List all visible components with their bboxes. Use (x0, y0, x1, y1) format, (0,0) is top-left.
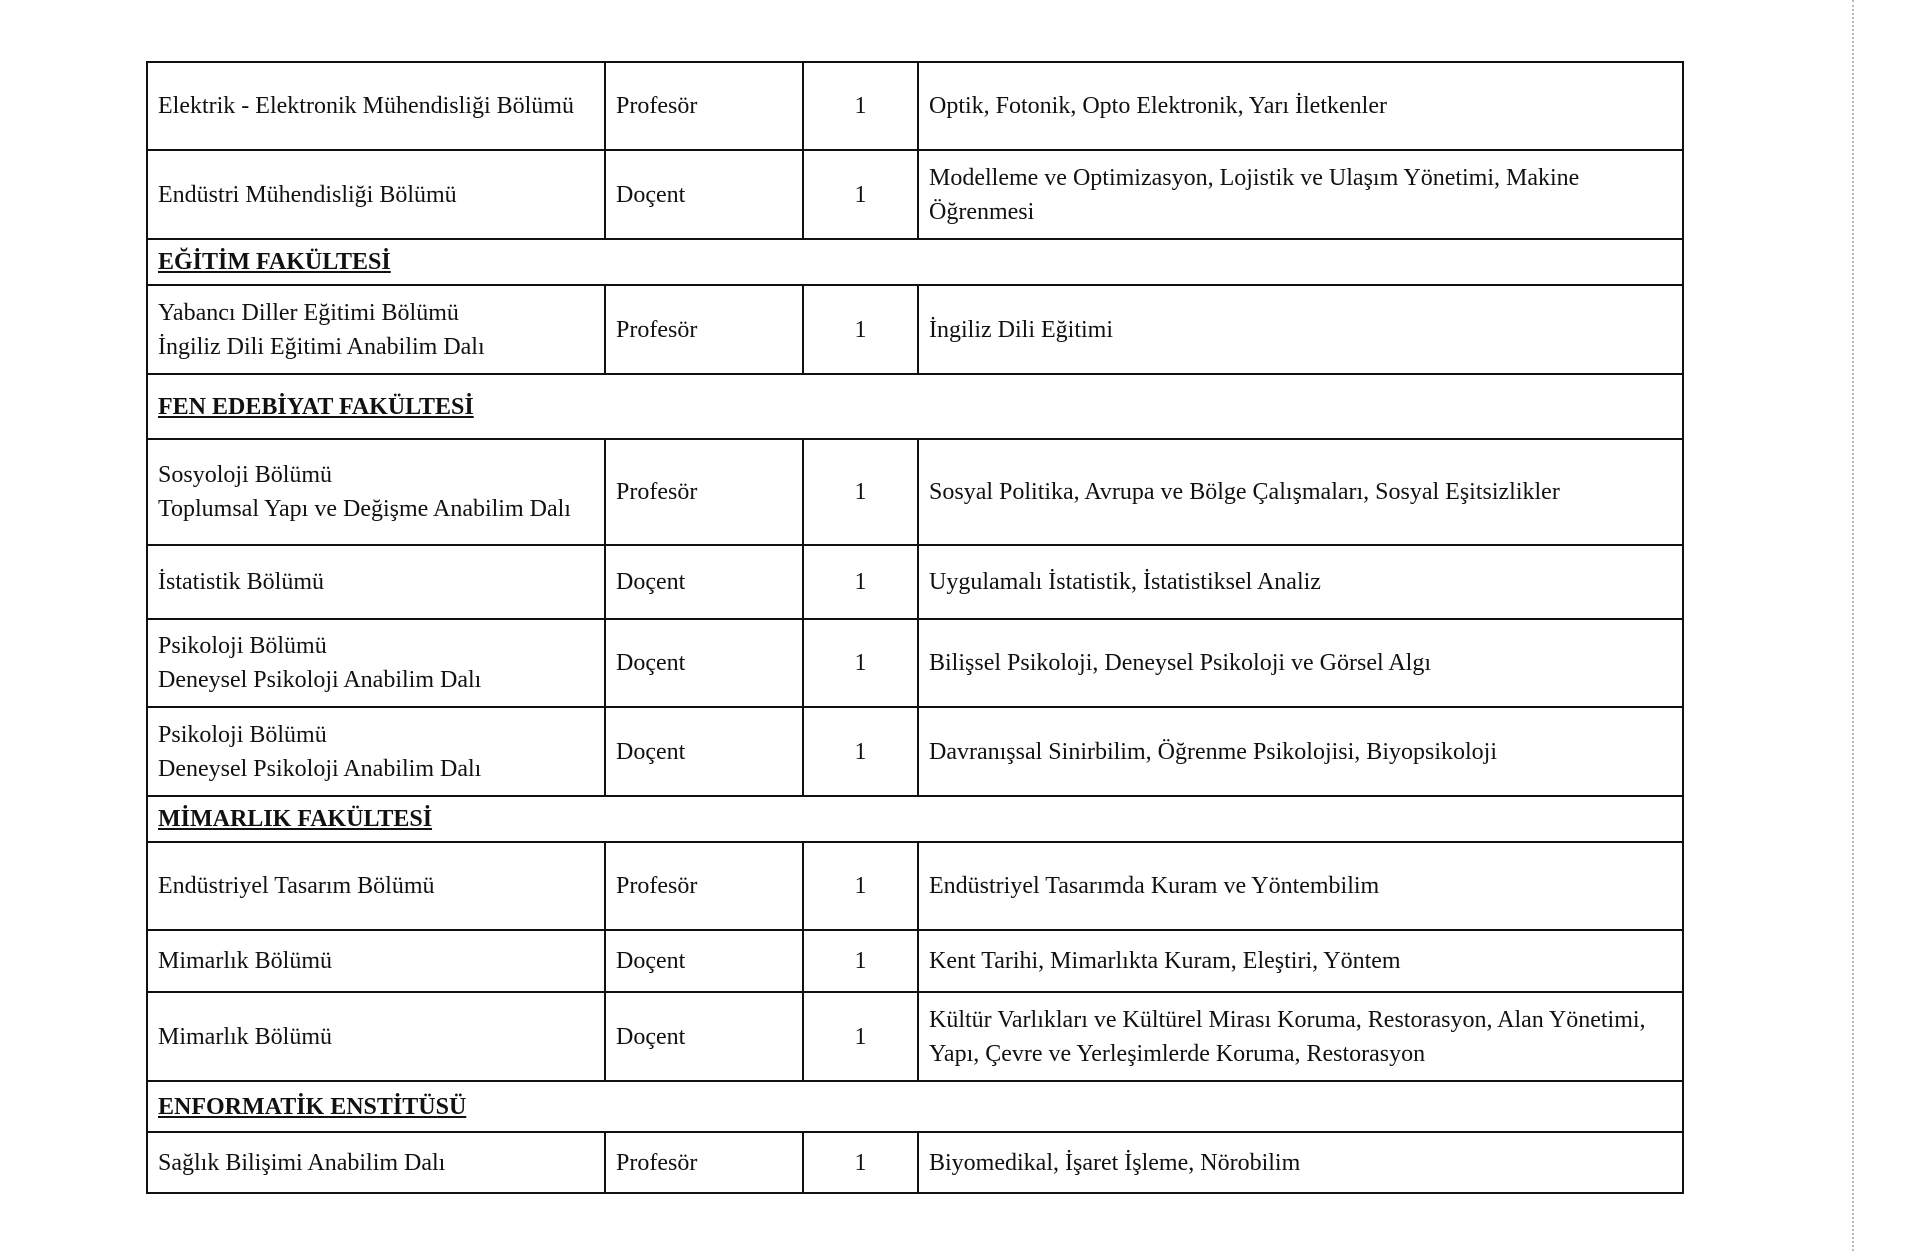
count-cell: 1 (803, 285, 918, 374)
title-cell: Profesör (605, 62, 803, 150)
title-cell: Doçent (605, 930, 803, 992)
unit-cell: Yabancı Diller Eğitimi Bölümü İngiliz Dili Eğitimi Anabilim Dalı (147, 285, 605, 374)
table-row (147, 992, 1683, 1081)
area-cell: Biyomedikal, İşaret İşleme, Nörobilim (918, 1132, 1683, 1193)
faculty-name: FEN EDEBİYAT FAKÜLTESİ (147, 374, 1683, 439)
area-cell: Endüstriyel Tasarımda Kuram ve Yöntembilim (918, 842, 1683, 930)
count-cell: 1 (803, 930, 918, 992)
table-row (147, 930, 1683, 992)
title-cell: Profesör (605, 842, 803, 930)
title-cell: Doçent (605, 707, 803, 796)
unit-cell: Psikoloji Bölümü Deneysel Psikoloji Anabilim Dalı (147, 619, 605, 707)
faculty-name: MİMARLIK FAKÜLTESİ (147, 796, 1683, 842)
count-cell: 1 (803, 842, 918, 930)
count-cell: 1 (803, 619, 918, 707)
unit-cell: Mimarlık Bölümü (147, 992, 605, 1081)
unit-cell: Endüstriyel Tasarım Bölümü (147, 842, 605, 930)
title-cell: Doçent (605, 150, 803, 239)
unit-cell: İstatistik Bölümü (147, 545, 605, 619)
table-row (147, 842, 1683, 930)
faculty-header-row (147, 796, 1683, 842)
table-row (147, 619, 1683, 707)
faculty-name: EĞİTİM FAKÜLTESİ (147, 239, 1683, 285)
count-cell: 1 (803, 545, 918, 619)
table-row (147, 545, 1683, 619)
title-cell: Doçent (605, 545, 803, 619)
count-cell: 1 (803, 62, 918, 150)
count-cell: 1 (803, 707, 918, 796)
count-cell: 1 (803, 1132, 918, 1193)
title-cell: Profesör (605, 285, 803, 374)
table-row (147, 1132, 1683, 1193)
positions-table (146, 61, 1684, 1194)
table-row (147, 439, 1683, 545)
unit-cell: Sosyoloji Bölümü Toplumsal Yapı ve Değişme Anabilim Dalı (147, 439, 605, 545)
area-cell: Optik, Fotonik, Opto Elektronik, Yarı İletkenler (918, 62, 1683, 150)
count-cell: 1 (803, 439, 918, 545)
unit-cell: Elektrik - Elektronik Mühendisliği Bölümü (147, 62, 605, 150)
unit-cell: Mimarlık Bölümü (147, 930, 605, 992)
title-cell: Doçent (605, 619, 803, 707)
table-row (147, 150, 1683, 239)
area-cell: İngiliz Dili Eğitimi (918, 285, 1683, 374)
unit-cell: Psikoloji Bölümü Deneysel Psikoloji Anabilim Dalı (147, 707, 605, 796)
faculty-header-row (147, 374, 1683, 439)
area-cell: Uygulamalı İstatistik, İstatistiksel Analiz (918, 545, 1683, 619)
faculty-name: ENFORMATİK ENSTİTÜSÜ (147, 1081, 1683, 1132)
count-cell: 1 (803, 992, 918, 1081)
scan-edge (1852, 0, 1857, 1251)
area-cell: Kent Tarihi, Mimarlıkta Kuram, Eleştiri, Yöntem (918, 930, 1683, 992)
area-cell: Sosyal Politika, Avrupa ve Bölge Çalışmaları, Sosyal Eşitsizlikler (918, 439, 1683, 545)
title-cell: Profesör (605, 1132, 803, 1193)
area-cell: Bilişsel Psikoloji, Deneysel Psikoloji ve Görsel Algı (918, 619, 1683, 707)
area-cell: Davranışsal Sinirbilim, Öğrenme Psikolojisi, Biyopsikoloji (918, 707, 1683, 796)
area-cell: Modelleme ve Optimizasyon, Lojistik ve Ulaşım Yönetimi, Makine Öğrenmesi (918, 150, 1683, 239)
table-row (147, 285, 1683, 374)
unit-cell: Endüstri Mühendisliği Bölümü (147, 150, 605, 239)
table-row (147, 62, 1683, 150)
faculty-header-row (147, 1081, 1683, 1132)
title-cell: Profesör (605, 439, 803, 545)
title-cell: Doçent (605, 992, 803, 1081)
faculty-header-row (147, 239, 1683, 285)
area-cell: Kültür Varlıkları ve Kültürel Mirası Koruma, Restorasyon, Alan Yönetimi, Yapı, Çevre ve Yerleşimlerde Koruma, Restorasyon (918, 992, 1683, 1081)
table-row (147, 707, 1683, 796)
unit-cell: Sağlık Bilişimi Anabilim Dalı (147, 1132, 605, 1193)
count-cell: 1 (803, 150, 918, 239)
